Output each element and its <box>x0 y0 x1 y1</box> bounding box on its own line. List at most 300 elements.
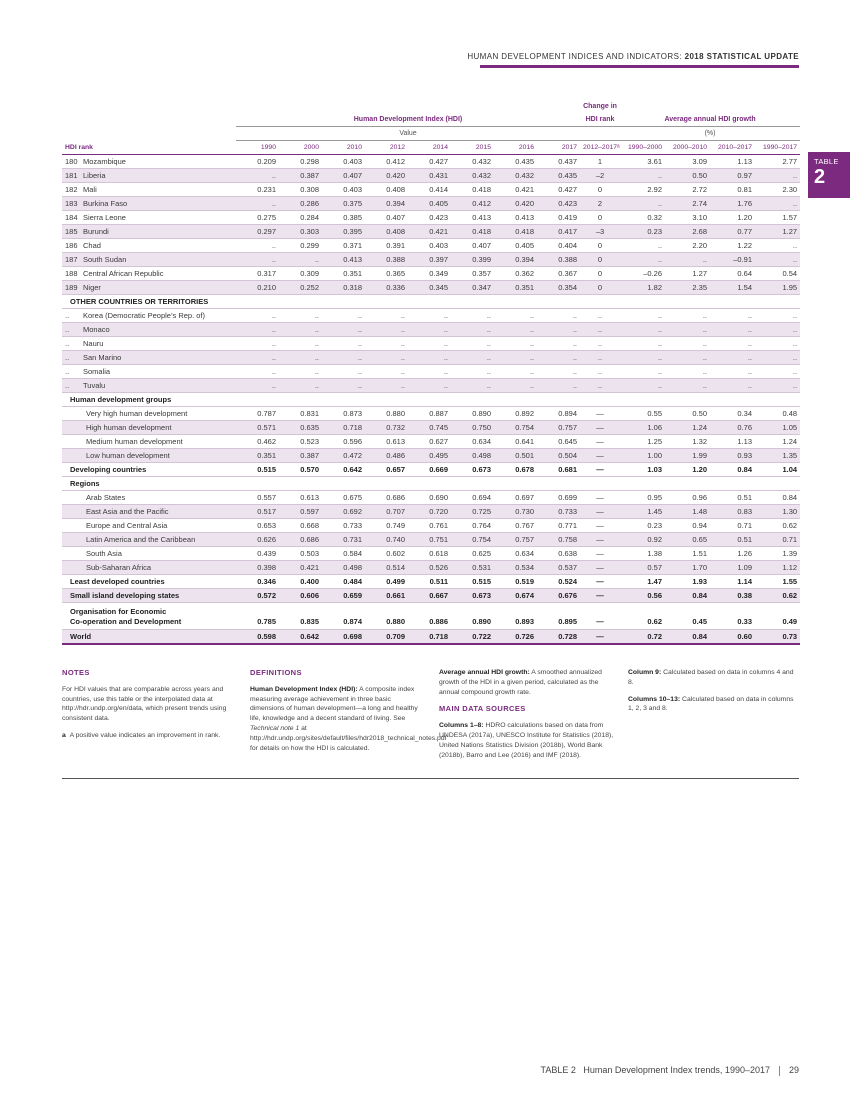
country-name: Burkina Faso <box>83 199 128 208</box>
table-cell: .. <box>620 239 665 253</box>
table-cell: .. <box>755 253 800 267</box>
table-cell: .. <box>365 365 408 379</box>
table-cell: 0.299 <box>279 239 322 253</box>
table-cell: 0.613 <box>365 435 408 449</box>
table-cell: 0.317 <box>236 267 279 281</box>
country-name: Korea (Democratic People’s Rep. of) <box>83 311 205 320</box>
table-cell: 0.418 <box>494 225 537 239</box>
table-row <box>62 407 800 421</box>
table-cell: 0.653 <box>236 519 279 533</box>
table-cell: 0.210 <box>236 281 279 295</box>
table-cell: 0.93 <box>710 449 755 463</box>
table-cell: .. <box>620 169 665 183</box>
table-cell: 0.62 <box>620 603 665 630</box>
table-cell: 0.84 <box>665 630 710 645</box>
running-header-prefix: HUMAN DEVELOPMENT INDICES AND INDICATORS: <box>467 52 682 61</box>
table-cell: 0.417 <box>537 225 580 239</box>
side-tab-label: TABLE <box>814 157 839 166</box>
table-cell: — <box>580 519 620 533</box>
table-cell: .. <box>755 351 800 365</box>
country-name: Very high human development <box>86 409 188 418</box>
table-cell: 0.435 <box>494 155 537 169</box>
table-cell: 0.634 <box>451 435 494 449</box>
table-cell: 0.432 <box>451 169 494 183</box>
hdi-rank: 186 <box>65 241 78 250</box>
notes-text: For HDI values that are comparable across years and countries, use this table or the interpolated data at http://hdr.undp.org/en/data, which present trends using consistent data. <box>62 685 227 723</box>
country-name: Chad <box>83 241 101 250</box>
table-cell: 0.423 <box>408 211 451 225</box>
table-cell: 0 <box>580 281 620 295</box>
table-cell: 1.51 <box>665 547 710 561</box>
row-label <box>62 561 236 575</box>
row-label <box>62 155 236 169</box>
country-name: San Marino <box>83 353 122 362</box>
country-name: Tuvalu <box>83 381 106 390</box>
table-row <box>62 491 800 505</box>
table-cell: .. <box>620 323 665 337</box>
table-cell: 0.351 <box>322 267 365 281</box>
table-cell: 1.24 <box>755 435 800 449</box>
table-cell: 0.667 <box>408 589 451 603</box>
table-cell: 0.749 <box>365 519 408 533</box>
page-number: 29 <box>788 1065 799 1075</box>
table-cell: 0.84 <box>710 463 755 477</box>
table-cell: .. <box>580 309 620 323</box>
table-cell: 0.387 <box>279 169 322 183</box>
table-cell: 0.728 <box>537 630 580 645</box>
table-cell: — <box>580 435 620 449</box>
table-cell: 0.526 <box>408 561 451 575</box>
table-cell: 0.835 <box>279 603 322 630</box>
running-header-bold: 2018 STATISTICAL UPDATE <box>684 52 799 61</box>
table-cell: 1.76 <box>710 197 755 211</box>
table-cell: 0.757 <box>537 421 580 435</box>
running-header <box>467 52 799 61</box>
table-cell: 2.77 <box>755 155 800 169</box>
table-cell: 0.362 <box>494 267 537 281</box>
table-cell: 1.27 <box>665 267 710 281</box>
row-label <box>62 281 236 295</box>
table-cell: 0.673 <box>451 463 494 477</box>
table-cell: 0.641 <box>494 435 537 449</box>
table-cell: 0.751 <box>408 533 451 547</box>
table-cell: 0.408 <box>365 183 408 197</box>
table-cell: .. <box>665 253 710 267</box>
country-name: Mozambique <box>83 157 126 166</box>
table-cell: 0.462 <box>236 435 279 449</box>
footer-table-number: TABLE 2 <box>540 1065 576 1075</box>
table-cell: 0.73 <box>755 630 800 645</box>
table-cell: 0.427 <box>408 155 451 169</box>
table-row <box>62 309 800 323</box>
table-cell: 0.754 <box>494 421 537 435</box>
table-row <box>62 630 800 645</box>
table-cell: 0.886 <box>408 603 451 630</box>
table-cell: 0.524 <box>537 575 580 589</box>
table-cell: 0.511 <box>408 575 451 589</box>
country-name: Niger <box>83 283 101 292</box>
table-cell: 0.65 <box>665 533 710 547</box>
row-label <box>62 379 236 393</box>
table-cell: 0.880 <box>365 603 408 630</box>
table-cell: 0.62 <box>755 519 800 533</box>
group-change-header: Change in HDI rank <box>580 100 620 127</box>
table-cell: .. <box>408 309 451 323</box>
table-cell: 0.887 <box>408 407 451 421</box>
column-header: HDI rank <box>62 141 236 155</box>
table-cell: 0.54 <box>755 267 800 281</box>
table-row <box>62 239 800 253</box>
table-cell: 0.419 <box>537 211 580 225</box>
table-cell: 0.420 <box>494 197 537 211</box>
table-cell: .. <box>236 351 279 365</box>
table-cell: .. <box>620 365 665 379</box>
hdi-rank: 189 <box>65 283 78 292</box>
table-cell: 1.57 <box>755 211 800 225</box>
table-cell: .. <box>451 379 494 393</box>
table-cell: .. <box>665 351 710 365</box>
table-cell: 0.618 <box>408 547 451 561</box>
table-cell: 0 <box>580 253 620 267</box>
country-name: East Asia and the Pacific <box>86 507 169 516</box>
table-cell: 0.498 <box>451 449 494 463</box>
side-tab-number: 2 <box>814 166 826 188</box>
table-cell: 1.55 <box>755 575 800 589</box>
sources-heading: MAIN DATA SOURCES <box>439 704 526 714</box>
column-header: 2000 <box>279 141 322 155</box>
table-cell: 0.336 <box>365 281 408 295</box>
table-cell: 0.387 <box>279 449 322 463</box>
table-cell: 0.23 <box>620 225 665 239</box>
table-cell: 1.45 <box>620 505 665 519</box>
table-cell: –0.91 <box>710 253 755 267</box>
table-cell: 0.758 <box>537 533 580 547</box>
table-row <box>62 435 800 449</box>
table-cell: .. <box>755 239 800 253</box>
table-cell: 0.365 <box>365 267 408 281</box>
table-row <box>62 211 800 225</box>
table-cell: 0.597 <box>279 505 322 519</box>
row-label <box>62 533 236 547</box>
table-cell: 0.84 <box>755 491 800 505</box>
table-cell: 0.472 <box>322 449 365 463</box>
table-row <box>62 183 800 197</box>
row-label <box>62 225 236 239</box>
hdi-rank: 183 <box>65 199 78 208</box>
table-cell: 0.501 <box>494 449 537 463</box>
hdi-rank: .. <box>65 367 70 376</box>
column-header: 2012–2017ᵃ <box>580 141 620 155</box>
table-cell: .. <box>710 365 755 379</box>
table-cell: 0.732 <box>365 421 408 435</box>
table-cell: 0.286 <box>279 197 322 211</box>
table-cell: 0.733 <box>537 505 580 519</box>
table-cell: 0.50 <box>665 407 710 421</box>
table-cell: 0.707 <box>365 505 408 519</box>
table-cell: –3 <box>580 225 620 239</box>
column-header: 2012 <box>365 141 408 155</box>
table-cell: 0.397 <box>408 253 451 267</box>
table-cell: 0.345 <box>408 281 451 295</box>
table-row <box>62 561 800 575</box>
country-name: Sub-Saharan Africa <box>86 563 152 572</box>
column-header: 2014 <box>408 141 451 155</box>
notes-column <box>62 668 238 748</box>
table-cell: 0.394 <box>365 197 408 211</box>
table-cell: 1.47 <box>620 575 665 589</box>
table-cell: 0.515 <box>236 463 279 477</box>
table-cell: 0.308 <box>279 183 322 197</box>
table-cell: 0.404 <box>537 239 580 253</box>
table-cell: .. <box>755 309 800 323</box>
table-row <box>62 323 800 337</box>
table-cell: — <box>580 463 620 477</box>
country-name: High human development <box>86 423 172 432</box>
table-cell: .. <box>236 379 279 393</box>
table-cell: .. <box>322 379 365 393</box>
table-cell: .. <box>408 379 451 393</box>
table-cell: 0 <box>580 267 620 281</box>
table-cell: 1.14 <box>710 575 755 589</box>
table-cell: 3.09 <box>665 155 710 169</box>
table-cell: — <box>580 561 620 575</box>
table-cell: 0.733 <box>322 519 365 533</box>
table-cell: 0.252 <box>279 281 322 295</box>
table-cell: .. <box>451 351 494 365</box>
row-label <box>62 337 236 351</box>
table-cell: 0.730 <box>494 505 537 519</box>
table-cell: 1.24 <box>665 421 710 435</box>
table-cell: 0.740 <box>365 533 408 547</box>
table-row <box>62 351 800 365</box>
table-cell: 0.515 <box>451 575 494 589</box>
table-cell: 0.407 <box>365 211 408 225</box>
table-cell: .. <box>580 323 620 337</box>
table-cell: .. <box>620 197 665 211</box>
column-header: 2010 <box>322 141 365 155</box>
side-table-tab <box>808 152 850 198</box>
table-cell: 1.38 <box>620 547 665 561</box>
table-cell: 0.33 <box>710 603 755 630</box>
table-cell: 0.486 <box>365 449 408 463</box>
table-cell: 0.209 <box>236 155 279 169</box>
table-row <box>62 155 800 169</box>
table-cell: 0.407 <box>451 239 494 253</box>
table-cell: .. <box>236 239 279 253</box>
table-cell: .. <box>665 365 710 379</box>
table-cell: 0.787 <box>236 407 279 421</box>
table-cell: .. <box>236 169 279 183</box>
table-cell: 0.725 <box>451 505 494 519</box>
source-columns-1-8: Columns 1–8: HDRO calculations based on data from UNDESA (2017a), UNESCO Institute for Statistics (2018), United Nations Statistics Division (2018b), World Bank (2018b), Barro and Lee (2016) and IMF (2018). <box>439 722 614 759</box>
row-label <box>62 603 236 630</box>
country-name: Mali <box>83 185 97 194</box>
table-cell: 0.517 <box>236 505 279 519</box>
note-a: a A positive value indicates an improvement in rank. <box>62 731 221 739</box>
table-cell: 1.30 <box>755 505 800 519</box>
table-cell: 0.346 <box>236 575 279 589</box>
table-cell: 1.22 <box>710 239 755 253</box>
column-header: 2015 <box>451 141 494 155</box>
country-name: Developing countries <box>70 465 147 474</box>
row-label <box>62 351 236 365</box>
table-cell: 2.20 <box>665 239 710 253</box>
table-cell: 0.97 <box>710 169 755 183</box>
table-cell: — <box>580 533 620 547</box>
table-cell: 0.613 <box>279 491 322 505</box>
table-row <box>62 169 800 183</box>
table-cell: 0.413 <box>494 211 537 225</box>
table-cell: .. <box>451 365 494 379</box>
hdi-trends-table <box>62 100 800 645</box>
table-cell: 0.890 <box>451 407 494 421</box>
country-name: Latin America and the Caribbean <box>86 535 196 544</box>
table-cell: 1.05 <box>755 421 800 435</box>
row-label <box>62 449 236 463</box>
table-cell: 0.421 <box>279 561 322 575</box>
table-cell: .. <box>620 253 665 267</box>
column-header: 2010–2017 <box>710 141 755 155</box>
country-name: Somalia <box>83 367 111 376</box>
table-cell: 0.32 <box>620 211 665 225</box>
table-cell: 0.76 <box>710 421 755 435</box>
country-name: Liberia <box>83 171 106 180</box>
table-cell: 0.400 <box>279 575 322 589</box>
table-cell: .. <box>408 351 451 365</box>
table-cell: 0.764 <box>451 519 494 533</box>
table-cell: .. <box>322 309 365 323</box>
table-cell: 0.297 <box>236 225 279 239</box>
table-cell: 0.388 <box>365 253 408 267</box>
table-cell: .. <box>279 253 322 267</box>
table-cell: .. <box>408 365 451 379</box>
section-label: OTHER COUNTRIES OR TERRITORIES <box>62 295 800 309</box>
table-cell: 0.661 <box>365 589 408 603</box>
table-cell: 0.484 <box>322 575 365 589</box>
table-row <box>62 603 800 630</box>
table-cell: 0.676 <box>537 589 580 603</box>
hdi-rank: .. <box>65 353 70 362</box>
table-cell: 0.412 <box>365 155 408 169</box>
row-label <box>62 197 236 211</box>
table-cell: .. <box>365 379 408 393</box>
table-cell: .. <box>236 197 279 211</box>
country-name: Nauru <box>83 339 104 348</box>
table-cell: 0.405 <box>408 197 451 211</box>
table-cell: 0.669 <box>408 463 451 477</box>
table-cell: 2.35 <box>665 281 710 295</box>
table-cell: 0.413 <box>451 211 494 225</box>
table-row <box>62 421 800 435</box>
column-header: 2016 <box>494 141 537 155</box>
table-cell: .. <box>620 351 665 365</box>
table-cell: 1.95 <box>755 281 800 295</box>
table-cell: 0.880 <box>365 407 408 421</box>
table-cell: 2.30 <box>755 183 800 197</box>
table-cell: 0.51 <box>710 533 755 547</box>
row-label <box>62 505 236 519</box>
table-row <box>62 589 800 603</box>
page-footer <box>540 1065 799 1076</box>
table-cell: 0.673 <box>451 589 494 603</box>
table-cell: .. <box>580 365 620 379</box>
table-cell: 0.403 <box>322 183 365 197</box>
country-name: South Asia <box>86 549 122 558</box>
table-cell: 0.399 <box>451 253 494 267</box>
table-cell: 0.349 <box>408 267 451 281</box>
table-cell: .. <box>710 337 755 351</box>
growth-sources-column <box>439 668 615 767</box>
hdi-rank: 181 <box>65 171 78 180</box>
table-cell: 0.412 <box>451 197 494 211</box>
table-cell: 0 <box>580 211 620 225</box>
table-cell: 0.645 <box>537 435 580 449</box>
table-cell: .. <box>665 323 710 337</box>
table-cell: — <box>580 491 620 505</box>
table-cell: 1.20 <box>710 211 755 225</box>
table-cell: 3.61 <box>620 155 665 169</box>
table-cell: — <box>580 505 620 519</box>
column-header: 1990–2000 <box>620 141 665 155</box>
table-cell: 1.25 <box>620 435 665 449</box>
table-cell: 1.93 <box>665 575 710 589</box>
table-cell: 0.431 <box>408 169 451 183</box>
table-cell: 0.638 <box>537 547 580 561</box>
table-cell: .. <box>279 309 322 323</box>
country-name: Medium human development <box>86 437 183 446</box>
table-cell: .. <box>236 253 279 267</box>
table-cell: 0.761 <box>408 519 451 533</box>
country-name: Arab States <box>86 493 126 502</box>
table-cell: 2.92 <box>620 183 665 197</box>
table-cell: 0.23 <box>620 519 665 533</box>
table-cell: 1.20 <box>665 463 710 477</box>
table-cell: 0.298 <box>279 155 322 169</box>
table-cell: 0.678 <box>494 463 537 477</box>
table-cell: .. <box>537 365 580 379</box>
table-row <box>62 547 800 561</box>
table-cell: .. <box>451 309 494 323</box>
table-cell: 0.722 <box>451 630 494 645</box>
section-header-row <box>62 393 800 407</box>
table-cell: 0.726 <box>494 630 537 645</box>
table-cell: 1.39 <box>755 547 800 561</box>
table-cell: — <box>580 407 620 421</box>
table-cell: .. <box>236 365 279 379</box>
row-label <box>62 267 236 281</box>
table-cell: 0.893 <box>494 603 537 630</box>
country-name: Small island developing states <box>70 591 180 600</box>
table-cell: 0.275 <box>236 211 279 225</box>
column-header: 2000–2010 <box>665 141 710 155</box>
table-cell: .. <box>537 351 580 365</box>
hdi-rank: 180 <box>65 157 78 166</box>
table-cell: .. <box>580 351 620 365</box>
column-header: 1990 <box>236 141 279 155</box>
table-cell: 0.391 <box>365 239 408 253</box>
table-cell: 0.692 <box>322 505 365 519</box>
table-cell: 0.427 <box>537 183 580 197</box>
table-cell: — <box>580 603 620 630</box>
table-cell: — <box>580 575 620 589</box>
group-hdi-header: Human Development Index (HDI) <box>236 100 580 127</box>
table-cell: 0.686 <box>365 491 408 505</box>
table-cell: .. <box>279 323 322 337</box>
sources-column <box>628 668 799 721</box>
table-cell: 0.571 <box>236 421 279 435</box>
table-cell: 0.432 <box>451 155 494 169</box>
table-cell: 0.420 <box>365 169 408 183</box>
